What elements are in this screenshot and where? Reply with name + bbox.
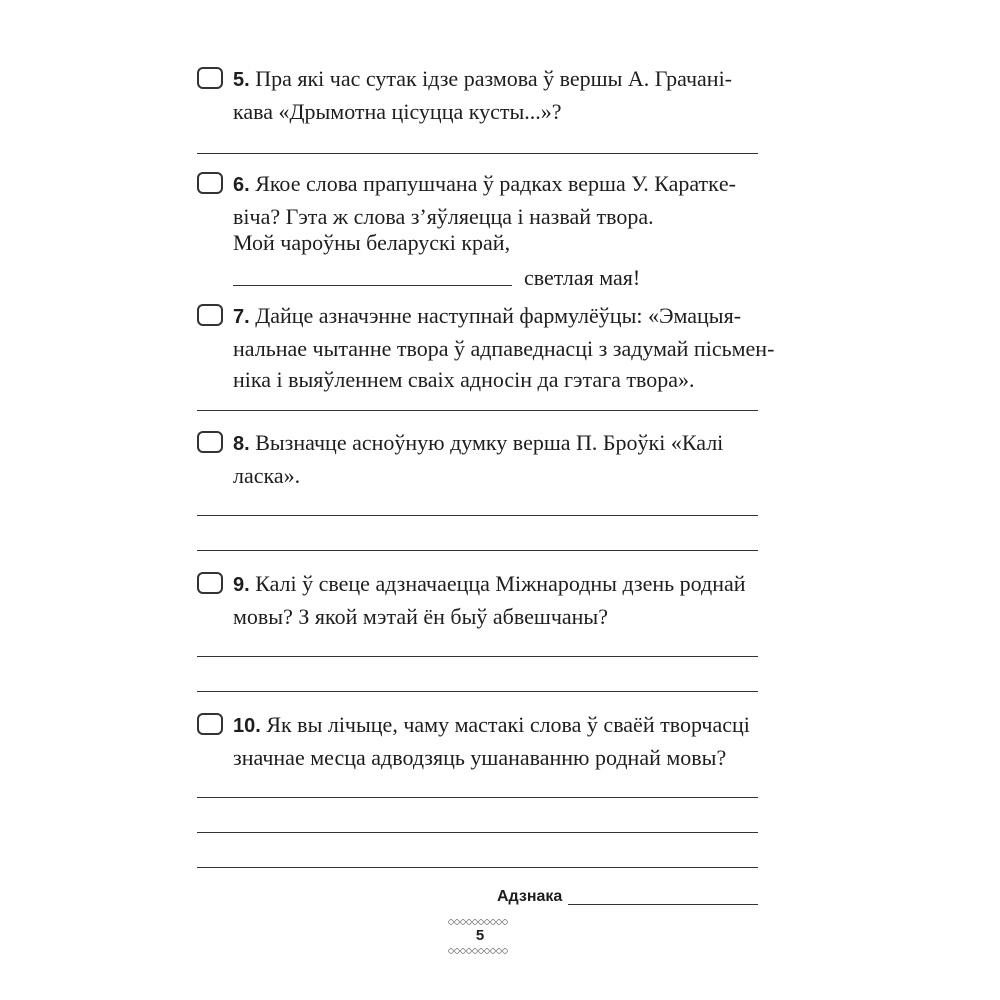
grade-label: Адзнака [497, 888, 563, 905]
answer-line-5-1[interactable] [197, 153, 758, 154]
answer-line-10-2[interactable] [197, 832, 758, 833]
question-7-line-3: ніка і выяўленнем сваіх адносін да гэтага твора». [233, 367, 695, 392]
question-10 [233, 709, 760, 773]
question-8-line-2: ласка». [233, 463, 301, 488]
page-ornament-top-icon [448, 919, 508, 925]
question-number-5: 5. [233, 69, 250, 91]
question-number-7: 7. [233, 306, 250, 328]
task-checkbox-9[interactable] [197, 572, 223, 594]
task-checkbox-6[interactable] [197, 172, 223, 194]
verse-blank[interactable] [233, 285, 512, 286]
question-7-line-1: 7. Дайце азначэнне наступнай фармулёўцы: «Эмацыя- [233, 303, 742, 328]
page-number: 5 [475, 927, 485, 944]
question-9 [233, 568, 760, 632]
task-checkbox-5[interactable] [197, 67, 223, 89]
question-10-line-2: значнае месца адводзяць ушанаванню роднай мовы? [233, 745, 727, 770]
task-checkbox-10[interactable] [197, 713, 223, 735]
question-number-8: 8. [233, 433, 250, 455]
answer-line-8-1[interactable] [197, 515, 758, 516]
grade-input-line[interactable] [568, 904, 758, 905]
answer-line-7-1[interactable] [197, 410, 758, 411]
question-8 [233, 427, 760, 491]
question-6 [233, 168, 760, 232]
question-5-line-2: кава «Дрымотна цісуцца кусты...»? [233, 99, 562, 124]
question-7-line-2: нальнае чытанне твора ў адпаведнасці з задумай пісьмен- [233, 336, 775, 361]
answer-line-9-2[interactable] [197, 691, 758, 692]
answer-line-8-2[interactable] [197, 550, 758, 551]
question-9-line-1: 9. Калі ў свеце адзначаецца Міжнародны дзень роднай [233, 571, 746, 596]
answer-line-10-1[interactable] [197, 797, 758, 798]
task-checkbox-7[interactable] [197, 304, 223, 326]
question-5-line-1: 5. Пра які час сутак ідзе размова ў вершы А. Грачані- [233, 66, 733, 91]
task-checkbox-8[interactable] [197, 431, 223, 453]
answer-line-9-1[interactable] [197, 656, 758, 657]
question-8-line-1: 8. Вызначце асноўную думку верша П. Броўкі «Калі [233, 430, 724, 455]
question-6-line-1: 6. Якое слова прапушчана ў радках верша У. Караткe- [233, 171, 736, 196]
answer-line-10-3[interactable] [197, 867, 758, 868]
question-5 [233, 63, 760, 127]
question-7 [233, 300, 775, 395]
question-number-10: 10. [233, 715, 261, 737]
verse-line-2-suffix: светлая мая! [524, 265, 641, 290]
question-number-9: 9. [233, 574, 250, 596]
verse-line-1: Мой чароўны беларускі край, [233, 230, 511, 255]
question-9-line-2: мовы? З якой мэтай ён быў абвешчаны? [233, 604, 608, 629]
question-number-6: 6. [233, 174, 250, 196]
page-ornament-bottom-icon [448, 948, 508, 954]
question-10-line-1: 10. Як вы лічыце, чаму мастакі слова ў сваёй творчасці [233, 712, 750, 737]
question-6-line-2: віча? Гэта ж слова з’яўляецца і назвай твора. [233, 204, 654, 229]
